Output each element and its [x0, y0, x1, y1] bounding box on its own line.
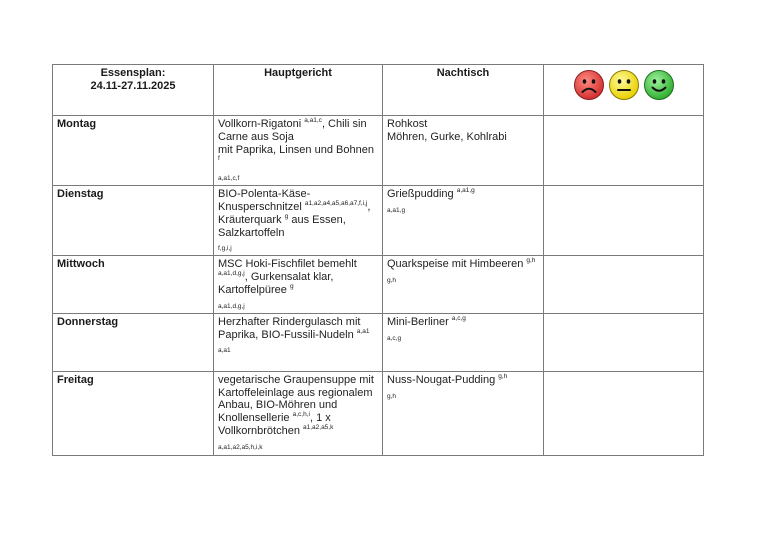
dish-text: BIO-Polenta-Käse-Knusperschnitzel	[218, 188, 311, 213]
allergen-superscript: g	[289, 282, 294, 290]
dish-text: aus Essen, Salzkartoffeln	[218, 213, 346, 239]
meal-plan-table	[52, 64, 704, 456]
dish-text: vegetarische Graupensuppe mit Kartoffeleinlage aus regionalem Anbau, BIO-Möhren und Knollensellerie	[218, 373, 374, 425]
allergen-superscript: a,a1	[356, 327, 370, 335]
dessert-allergen-list: a,c,g	[387, 334, 402, 342]
plan-title	[53, 65, 214, 116]
table-row	[53, 256, 704, 313]
rating-cell	[544, 371, 704, 455]
dish-text: MSC Hoki-Fischfilet bemehlt	[218, 258, 357, 271]
dish-text: , 1 x Vollkornbrötchen	[218, 412, 331, 437]
allergen-superscript: a,a1,g	[456, 187, 475, 195]
column-header-main: Hauptgericht	[214, 65, 383, 116]
dessert-allergen-list: g,h	[387, 392, 397, 400]
dish-text: Quarkspeise mit Himbeeren	[387, 258, 527, 271]
dish-text: Grießpudding	[387, 188, 457, 201]
dish-text: Möhren, Gurke, Kohlrabi	[387, 130, 507, 143]
table-row	[53, 313, 704, 371]
header-row	[53, 65, 704, 116]
dessert-allergen-list: a,a1,g	[387, 206, 406, 214]
rating-cell	[544, 186, 704, 256]
dish-text: Herzhafter Rindergulasch mit Paprika, BIO-Fussili-Nudeln	[218, 315, 361, 341]
allergen-superscript: g,h	[526, 257, 536, 265]
rating-header	[544, 65, 704, 116]
dish-text: , Gurkensalat klar, Kartoffelpüree	[218, 271, 334, 296]
main-allergen-list: a,a1,c,f	[218, 175, 240, 183]
table-row	[53, 116, 704, 186]
rating-cell	[544, 116, 704, 186]
allergen-superscript: a,c,h,i	[292, 411, 310, 419]
allergen-superscript: a,c,g	[451, 314, 466, 322]
allergen-superscript: a,a1,c	[304, 117, 322, 124]
plan-title-line1: Essensplan:	[100, 67, 166, 79]
plan-date-range: 24.11-27.11.2025	[90, 79, 176, 92]
main-dish-cell	[214, 116, 383, 186]
table-row	[53, 186, 704, 256]
allergen-superscript: f	[218, 155, 220, 163]
main-allergen-list: a,a1,a2,a5,h,i,k	[218, 443, 263, 451]
rating-cell	[544, 313, 704, 371]
dessert-cell	[383, 256, 544, 313]
dish-text: mit Paprika, Linsen und Bohnen	[218, 143, 374, 156]
dish-text: , Chili sin Carne aus Soja	[218, 118, 367, 143]
main-allergen-list: a,a1	[218, 347, 231, 355]
dessert-cell	[383, 313, 544, 371]
day-label: Freitag	[53, 371, 214, 455]
main-dish-cell	[214, 371, 383, 455]
dish-text: Vollkorn-Rigatoni	[218, 118, 305, 130]
dessert-allergen-list: g,h	[387, 277, 397, 285]
day-label: Donnerstag	[53, 313, 214, 371]
allergen-superscript: a1,a2,a4,a5,a6,a7,f,i,j	[304, 199, 368, 207]
dessert-cell	[383, 116, 544, 186]
day-label: Dienstag	[53, 186, 214, 256]
neutral-face-icon	[608, 69, 640, 101]
sad-face-icon	[573, 69, 605, 101]
allergen-superscript: g	[284, 212, 289, 220]
happy-face-icon	[643, 69, 675, 101]
allergen-superscript: g,h	[498, 372, 508, 380]
dessert-cell	[383, 371, 544, 455]
main-dish-cell	[214, 313, 383, 371]
dish-text: Rohkost	[387, 118, 428, 130]
rating-cell	[544, 256, 704, 313]
column-header-dessert: Nachtisch	[383, 65, 544, 116]
day-label: Montag	[53, 116, 214, 186]
main-allergen-list: a,a1,d,g,j	[218, 302, 245, 310]
dish-text: Mini-Berliner	[387, 315, 452, 328]
dessert-cell	[383, 186, 544, 256]
day-label: Mittwoch	[53, 256, 214, 313]
main-dish-cell	[214, 256, 383, 313]
rating-smileys	[548, 69, 699, 101]
allergen-superscript: a,a1,d,g,j	[218, 270, 245, 278]
allergen-superscript: a1,a2,a5,k	[303, 423, 334, 431]
main-allergen-list: f,g,i,j	[218, 245, 232, 253]
dish-text: Nuss-Nougat-Pudding	[387, 373, 499, 386]
table-row	[53, 371, 704, 455]
dish-text: , Kräuterquark	[218, 200, 371, 226]
main-dish-cell	[214, 186, 383, 256]
